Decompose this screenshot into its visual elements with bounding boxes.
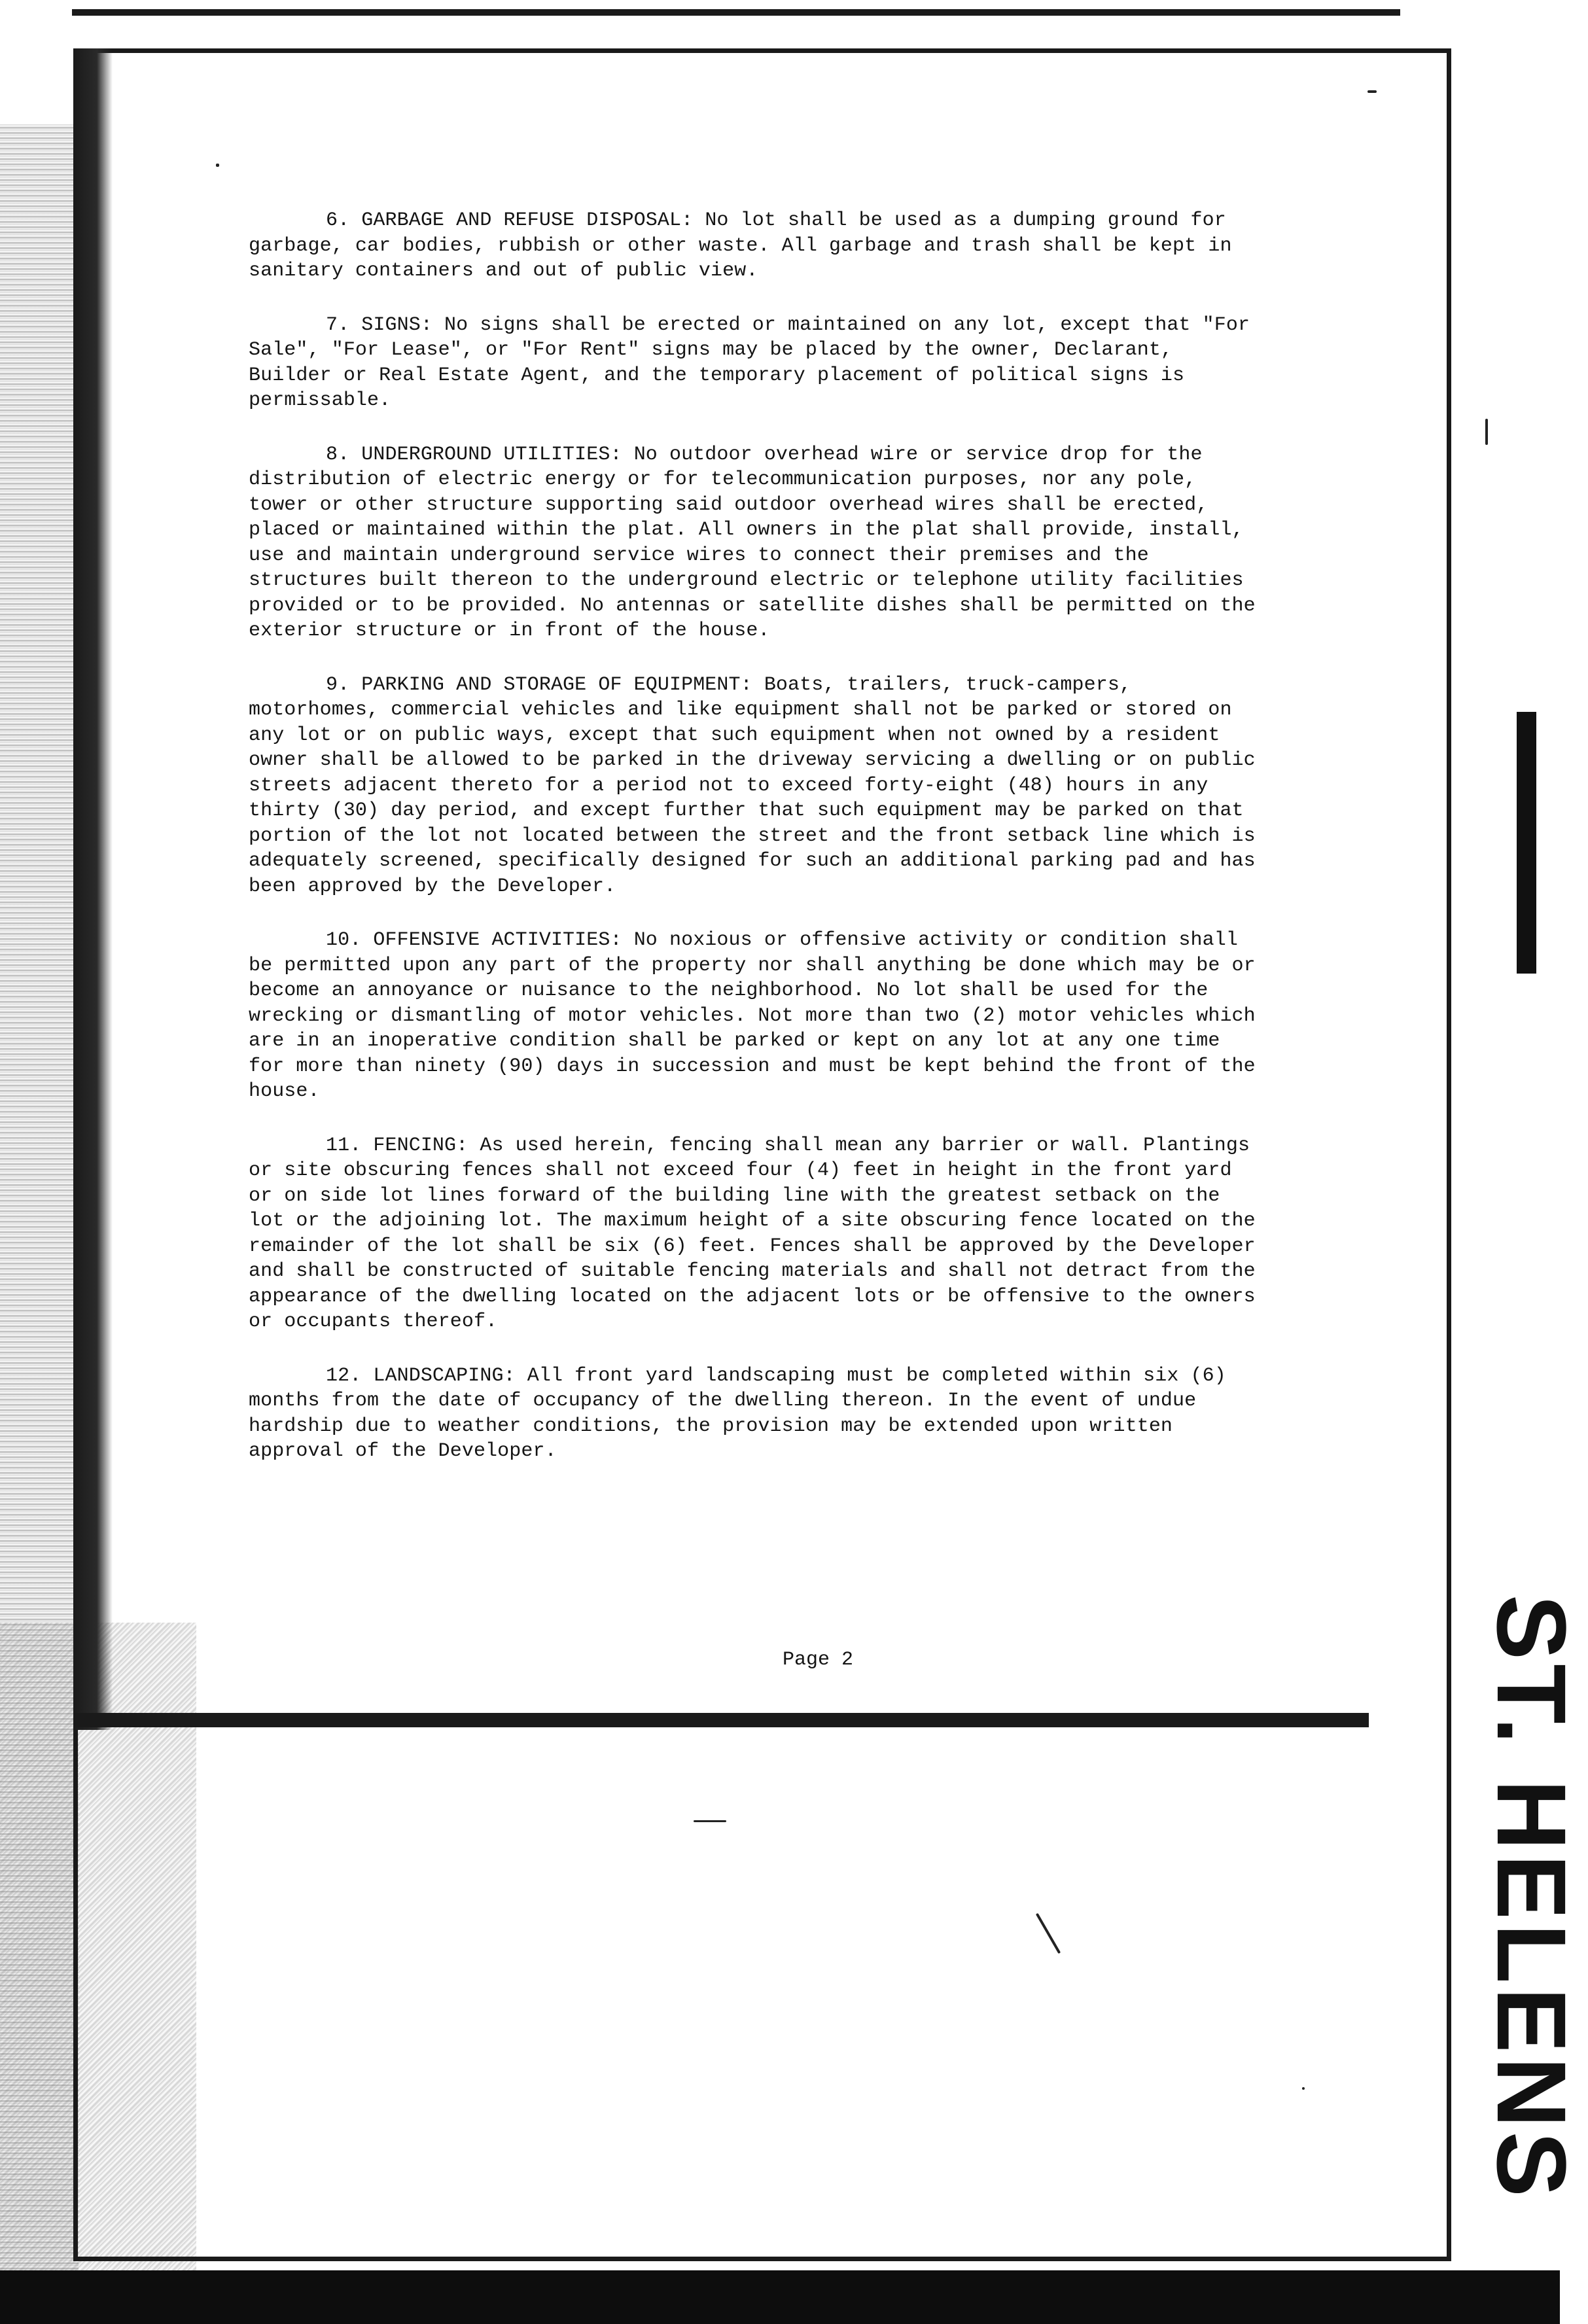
section-text: As used herein, fencing shall mean any barrier or wall. Plantings or site obscuring fences shall not exceed four (4) feet in height in the front yard or on side lot lines forward of the building line with the greatest setback on the lot or the adjoining lot. The maximum height of a site obscuring fence located on the remainder of the lot shall be six (6) feet. Fences shall be approved by the Developer and shall be constructed of suitable fencing materials and shall not detract from the appearance of the dwelling located on the adjacent lots or be offensive to the owners or occupants thereof. — [249, 1134, 1256, 1333]
margin-bar-mark — [1517, 712, 1536, 974]
side-stamp-text: ST. HELENS — [1476, 1594, 1587, 2201]
section-text: No lot shall be used as a dumping ground for garbage, car bodies, rubbish or other waste. All garbage and trash shall be kept in sanitary containers and out of public view. — [249, 209, 1232, 282]
page-left-shadow — [73, 48, 113, 1730]
section-11-fencing — [249, 1133, 1263, 1335]
top-rule — [72, 9, 1400, 16]
section-heading: 7. SIGNS: — [326, 313, 432, 336]
section-heading: 6. GARBAGE AND REFUSE DISPOSAL: — [326, 209, 694, 232]
section-text: All front yard landscaping must be completed within six (6) months from the date of occupancy of the dwelling thereon. In the event of undue hardship due to weather conditions, the provision may be extended upon written approval of the Developer. — [249, 1364, 1226, 1462]
section-heading: 10. OFFENSIVE ACTIVITIES: — [326, 929, 622, 951]
section-heading: 9. PARKING AND STORAGE OF EQUIPMENT: — [326, 673, 752, 696]
page-bottom-shadow — [73, 1713, 1369, 1727]
scan-speck — [694, 1820, 726, 1822]
section-6-garbage-and-refuse-disposal — [249, 208, 1263, 284]
scan-speck — [1485, 419, 1488, 445]
section-text: No signs shall be erected or maintained on any lot, except that "For Sale", "For Lease", or "For Rent" signs may be placed by the owner, Declarant, Builder or Real Estate Agent, and the temporary placement of political signs is permissable. — [249, 313, 1250, 412]
side-stamp — [1476, 1594, 1587, 2201]
document-body — [249, 208, 1263, 1493]
section-text: Boats, trailers, truck-campers, motorhomes, commercial vehicles and like equipment shall not be parked or stored on any lot or on public ways, except that such equipment when not owned by a resident owner shall be allowed to be parked in the driveway servicing a dwelling or on public streets adjacent thereto for a period not to exceed forty-eight (48) hours in any thirty (30) day period, and except further that such equipment may be parked on that portion of the lot not located between the street and the front setback line which is adequately screened, specifically designed for such an additional parking pad and has been approved by the Developer. — [249, 673, 1256, 898]
scan-speck — [1302, 2087, 1305, 2090]
scan-speck — [216, 164, 219, 167]
section-heading: 11. FENCING: — [326, 1134, 468, 1157]
page-number: Page 2 — [782, 1649, 854, 1671]
section-8-underground-utilities — [249, 442, 1263, 644]
section-text: No noxious or offensive activity or condition shall be permitted upon any part of the property nor shall anything be done which may be or become an annoyance or nuisance to the neighborhood. No lot shall be used for the wrecking or dismantling of motor vehicles. Not more than two (2) motor vehicles which are in an inoperative condition shall be parked or kept on any lot at any one time for more than ninety (90) days in succession and must be kept behind the front of the house. — [249, 929, 1256, 1102]
scanner-bottom-band — [0, 2270, 1560, 2324]
section-12-landscaping — [249, 1364, 1263, 1464]
scan-speck — [1367, 90, 1377, 93]
section-10-offensive-activities — [249, 928, 1263, 1104]
section-7-signs — [249, 313, 1263, 414]
section-heading: 8. UNDERGROUND UTILITIES: — [326, 443, 622, 466]
section-heading: 12. LANDSCAPING: — [326, 1364, 516, 1387]
section-text: No outdoor overhead wire or service drop for the distribution of electric energy or for telecommunication purposes, nor any pole, tower or other structure supporting said outdoor overhead wires shall be erected, placed or maintained within the plat. All owners in the plat shall provide, install, use and maintain underground service wires to connect their premises and the structures built thereon to the underground electric or telephone utility facilities provided or to be provided. No antennas or satellite dishes shall be permitted on the exterior structure or in front of the house. — [249, 443, 1256, 642]
section-9-parking-and-storage — [249, 673, 1263, 900]
